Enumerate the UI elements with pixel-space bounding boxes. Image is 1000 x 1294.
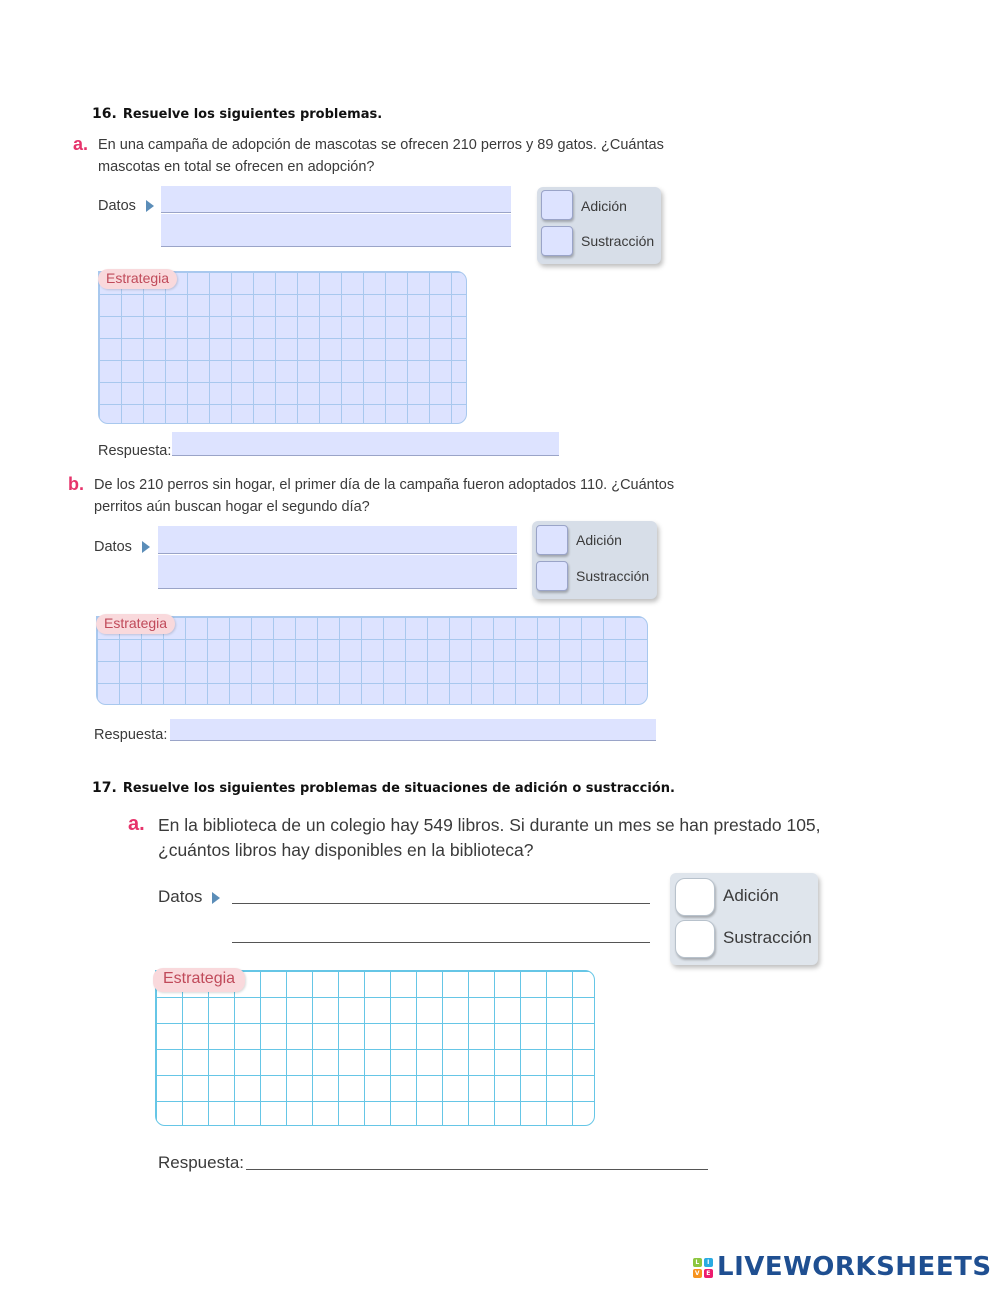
q16a-estrategia-tag: Estrategia	[98, 269, 177, 289]
liveworksheets-logo-icon	[693, 1258, 713, 1278]
q16b-respuesta-input[interactable]	[170, 719, 656, 741]
logo-mark-v: V	[694, 1269, 701, 1277]
liveworksheets-logo	[693, 1252, 992, 1282]
q17a-strategy-grid[interactable]	[155, 970, 595, 1126]
q16a-letter: a.	[73, 134, 89, 154]
q16-heading	[92, 106, 382, 122]
q17-heading	[92, 780, 675, 796]
q16b-operation-box	[532, 521, 657, 599]
liveworksheets-logo-text: LIVEWORKSHEETS	[717, 1252, 992, 1282]
q17a-adicion-label: Adición	[723, 886, 779, 905]
q16a-question-line2: mascotas en total se ofrecen en adopción?	[98, 159, 375, 175]
triangle-right-icon	[142, 541, 150, 553]
q16b-datos-input-2[interactable]	[158, 555, 517, 589]
q16a-sustraccion-label: Sustracción	[581, 233, 655, 249]
logo-mark-i: I	[704, 1258, 713, 1267]
triangle-right-icon	[212, 892, 220, 904]
q16b-adicion-label: Adición	[576, 532, 622, 548]
q17a-respuesta-input[interactable]	[246, 1146, 708, 1170]
q17a-adicion-checkbox[interactable]	[675, 878, 715, 916]
q16b-strategy-grid[interactable]	[96, 616, 648, 705]
q16b-estrategia-tag: Estrategia	[96, 614, 175, 634]
q17a-sustraccion-label: Sustracción	[723, 928, 812, 947]
q16a-datos-input-1[interactable]	[161, 186, 511, 213]
logo-mark-l: L	[693, 1258, 702, 1267]
q16a-datos-text: Datos	[98, 198, 136, 214]
q16b-sustraccion-checkbox[interactable]	[536, 561, 568, 591]
q16a-question-line1: En una campaña de adopción de mascotas se ofrecen 210 perros y 89 gatos. ¿Cuántas	[98, 137, 664, 153]
q16a-adicion-checkbox[interactable]	[541, 190, 573, 220]
q16b-question-line1: De los 210 perros sin hogar, el primer día de la campaña fueron adoptados 110. ¿Cuántos	[94, 477, 675, 493]
q16b-datos-input-1[interactable]	[158, 526, 517, 554]
q16a-operation-box	[537, 187, 661, 264]
q16b-question	[94, 474, 674, 518]
q17a-question-line2: ¿cuántos libros hay disponibles en la biblioteca?	[158, 840, 534, 860]
q16-title: Resuelve los siguientes problemas.	[122, 107, 383, 122]
q16-number: 16.	[92, 106, 117, 122]
q16a-question	[98, 134, 664, 178]
q16b-respuesta-label: Respuesta:	[94, 727, 168, 743]
q17a-datos-text: Datos	[158, 887, 203, 906]
q17a-operation-box	[670, 873, 818, 965]
q16a-strategy-grid[interactable]	[98, 271, 467, 424]
q16b-sustraccion-label: Sustracción	[576, 568, 650, 584]
q17a-estrategia-tag: Estrategia	[153, 968, 245, 992]
q17a-datos-input-1[interactable]	[232, 880, 650, 904]
triangle-right-icon	[146, 200, 154, 212]
q17-title: Resuelve los siguientes problemas de situaciones de adición o sustracción.	[122, 781, 675, 796]
q16b-datos-label	[94, 539, 150, 555]
q16a-adicion-label: Adición	[581, 198, 627, 214]
logo-mark-e: E	[704, 1269, 713, 1278]
q17a-sustraccion-checkbox[interactable]	[675, 920, 715, 958]
q16b-question-line2: perritos aún buscan hogar el segundo día?	[94, 499, 370, 515]
q17a-datos-input-2[interactable]	[232, 919, 650, 943]
q17a-letter: a.	[128, 813, 145, 835]
q16b-letter: b.	[68, 474, 84, 494]
q16b-adicion-checkbox[interactable]	[536, 525, 568, 555]
q16b-datos-text: Datos	[94, 539, 132, 555]
q16a-sustraccion-checkbox[interactable]	[541, 226, 573, 256]
q16a-respuesta-input[interactable]	[172, 432, 559, 456]
q17a-question-line1: En la biblioteca de un colegio hay 549 libros. Si durante un mes se han prestado 105,	[158, 815, 821, 835]
q17a-question	[158, 813, 821, 863]
q16a-datos-label	[98, 198, 154, 214]
q17a-datos-label	[158, 887, 220, 907]
q16a-respuesta-label: Respuesta:	[98, 443, 172, 459]
q16a-datos-input-2[interactable]	[161, 214, 511, 247]
q17a-respuesta-label: Respuesta:	[158, 1153, 244, 1172]
q17-number: 17.	[92, 780, 117, 796]
